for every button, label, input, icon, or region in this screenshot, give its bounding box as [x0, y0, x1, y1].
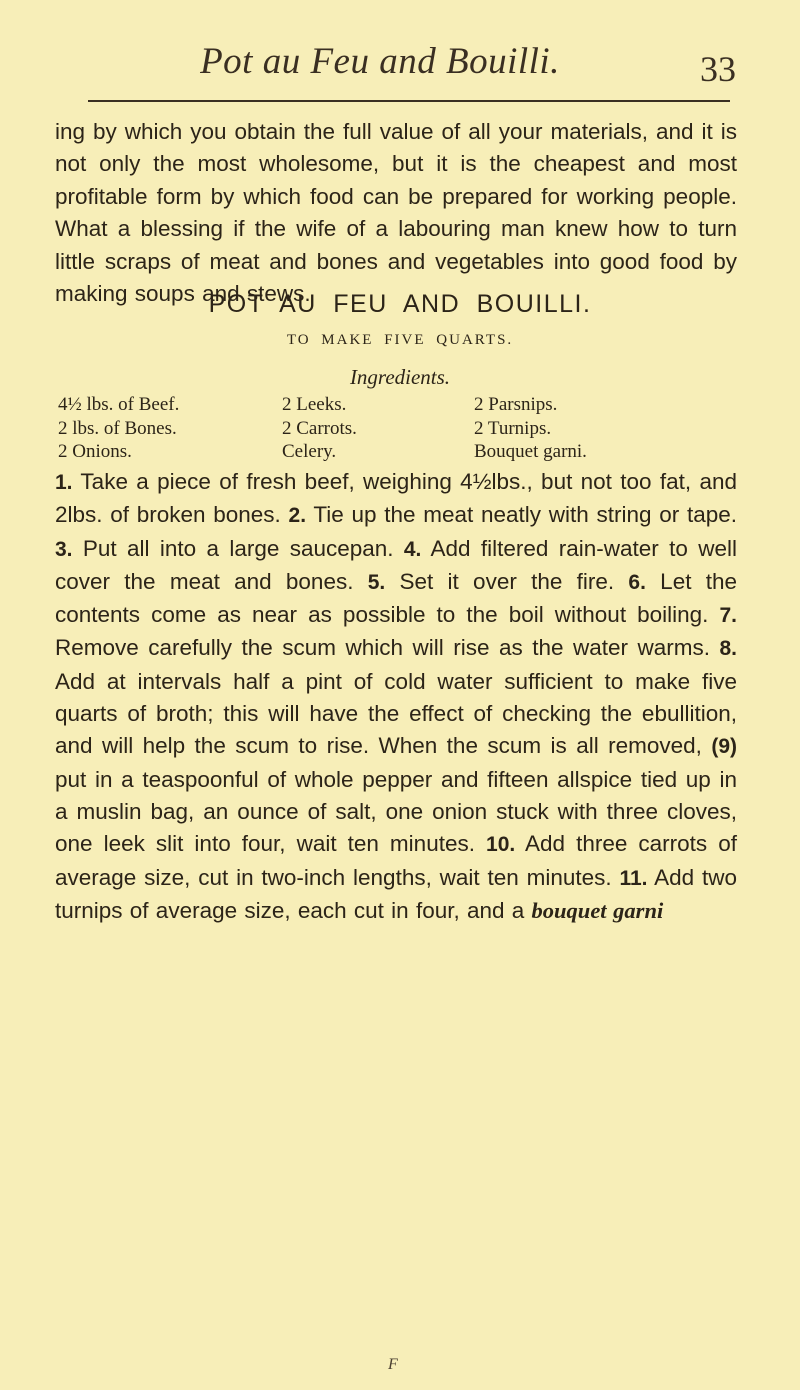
step-text: Put all into a large saucepan. — [72, 535, 404, 561]
step-number: 4. — [403, 537, 422, 561]
header-rule — [88, 100, 730, 102]
recipe-title: POT AU FEU AND BOUILLI. — [208, 290, 592, 318]
step-number: 8. — [719, 637, 737, 661]
step-text: Add filtered rain-water to well cover the meat and bones. — [55, 535, 737, 594]
ingredients-row — [58, 418, 738, 442]
ingredients-heading: Ingredients. — [349, 365, 451, 389]
ingredients-row — [58, 394, 738, 418]
step-text: Add at intervals half a pint of cold water sufficient to make five quarts of broth; this will have the effect of checking the ebullition, and will help the scum to rise. When the scum is all removed, — [55, 668, 737, 759]
bouquet-garni-italic: bouquet garni — [531, 897, 664, 923]
step-text: put in a teaspoonful of whole pepper and fifteen allspice tied up in a muslin bag, an ounce of salt, one onion stuck with three cloves, one leek slit into four, wait ten minutes. — [55, 766, 737, 857]
step-text: Set it over the fire. — [385, 568, 629, 594]
ingredient-item: 2 Carrots. — [282, 417, 357, 439]
ingredient-item: 2 Parsnips. — [474, 394, 558, 415]
recipe-subtitle: TO MAKE FIVE QUARTS. — [286, 332, 514, 348]
step-text: Let the contents come as near as possible to the boil without boiling. — [55, 568, 738, 628]
step-number: (9) — [711, 735, 737, 759]
step-number: 1. — [55, 471, 73, 494]
step-text: Add three carrots of average size, cut in two-inch lengths, wait ten minutes. — [55, 831, 737, 890]
step-number: 11. — [619, 866, 648, 890]
step-number: 7. — [719, 604, 737, 628]
ingredient-item: 2 lbs. of Bones. — [58, 417, 177, 439]
page-number: 33 — [700, 49, 736, 89]
step-text: Tie up the meat neatly with string or tape. — [306, 502, 737, 528]
step-number: 10. — [486, 833, 516, 857]
signature-mark: F — [388, 1356, 398, 1373]
step-number: 5. — [367, 570, 386, 594]
step-text: Add two turnips of average size, each cut in four, and a — [55, 864, 737, 923]
step-number: 6. — [628, 570, 646, 594]
intro-paragraph: ing by which you obtain the full value of all your materials, and it is not only the most wholesome, but it is the cheapest and most profitable form by which food can be prepared for working people. What a blessing if the wife of a labouring man knew how to turn little scraps of meat and bones and vegetables into good food by making soups and stews. — [55, 119, 737, 307]
ingredient-item: 2 Turnips. — [474, 417, 552, 439]
step-number: 3. — [55, 537, 73, 561]
page-header — [0, 40, 800, 90]
ingredient-item: 2 Leeks. — [282, 394, 347, 415]
step-number: 2. — [288, 504, 307, 528]
ingredients-table — [58, 394, 738, 465]
ingredient-item: 4½ lbs. of Beef. — [58, 394, 180, 415]
step-text: Remove carefully the scum which will rise as the water warms. — [55, 635, 720, 661]
running-title: Pot au Feu and Bouilli. — [200, 41, 560, 82]
step-text: Take a piece of fresh beef, weighing 4½lbs., but not too fat, and 2lbs. of broken bones. — [55, 469, 737, 528]
ingredient-item: 2 Onions. — [58, 441, 132, 462]
method-paragraph — [55, 466, 737, 927]
ingredients-row — [58, 441, 738, 465]
ingredient-item: Bouquet garni. — [474, 441, 587, 462]
ingredient-item: Celery. — [282, 441, 337, 462]
